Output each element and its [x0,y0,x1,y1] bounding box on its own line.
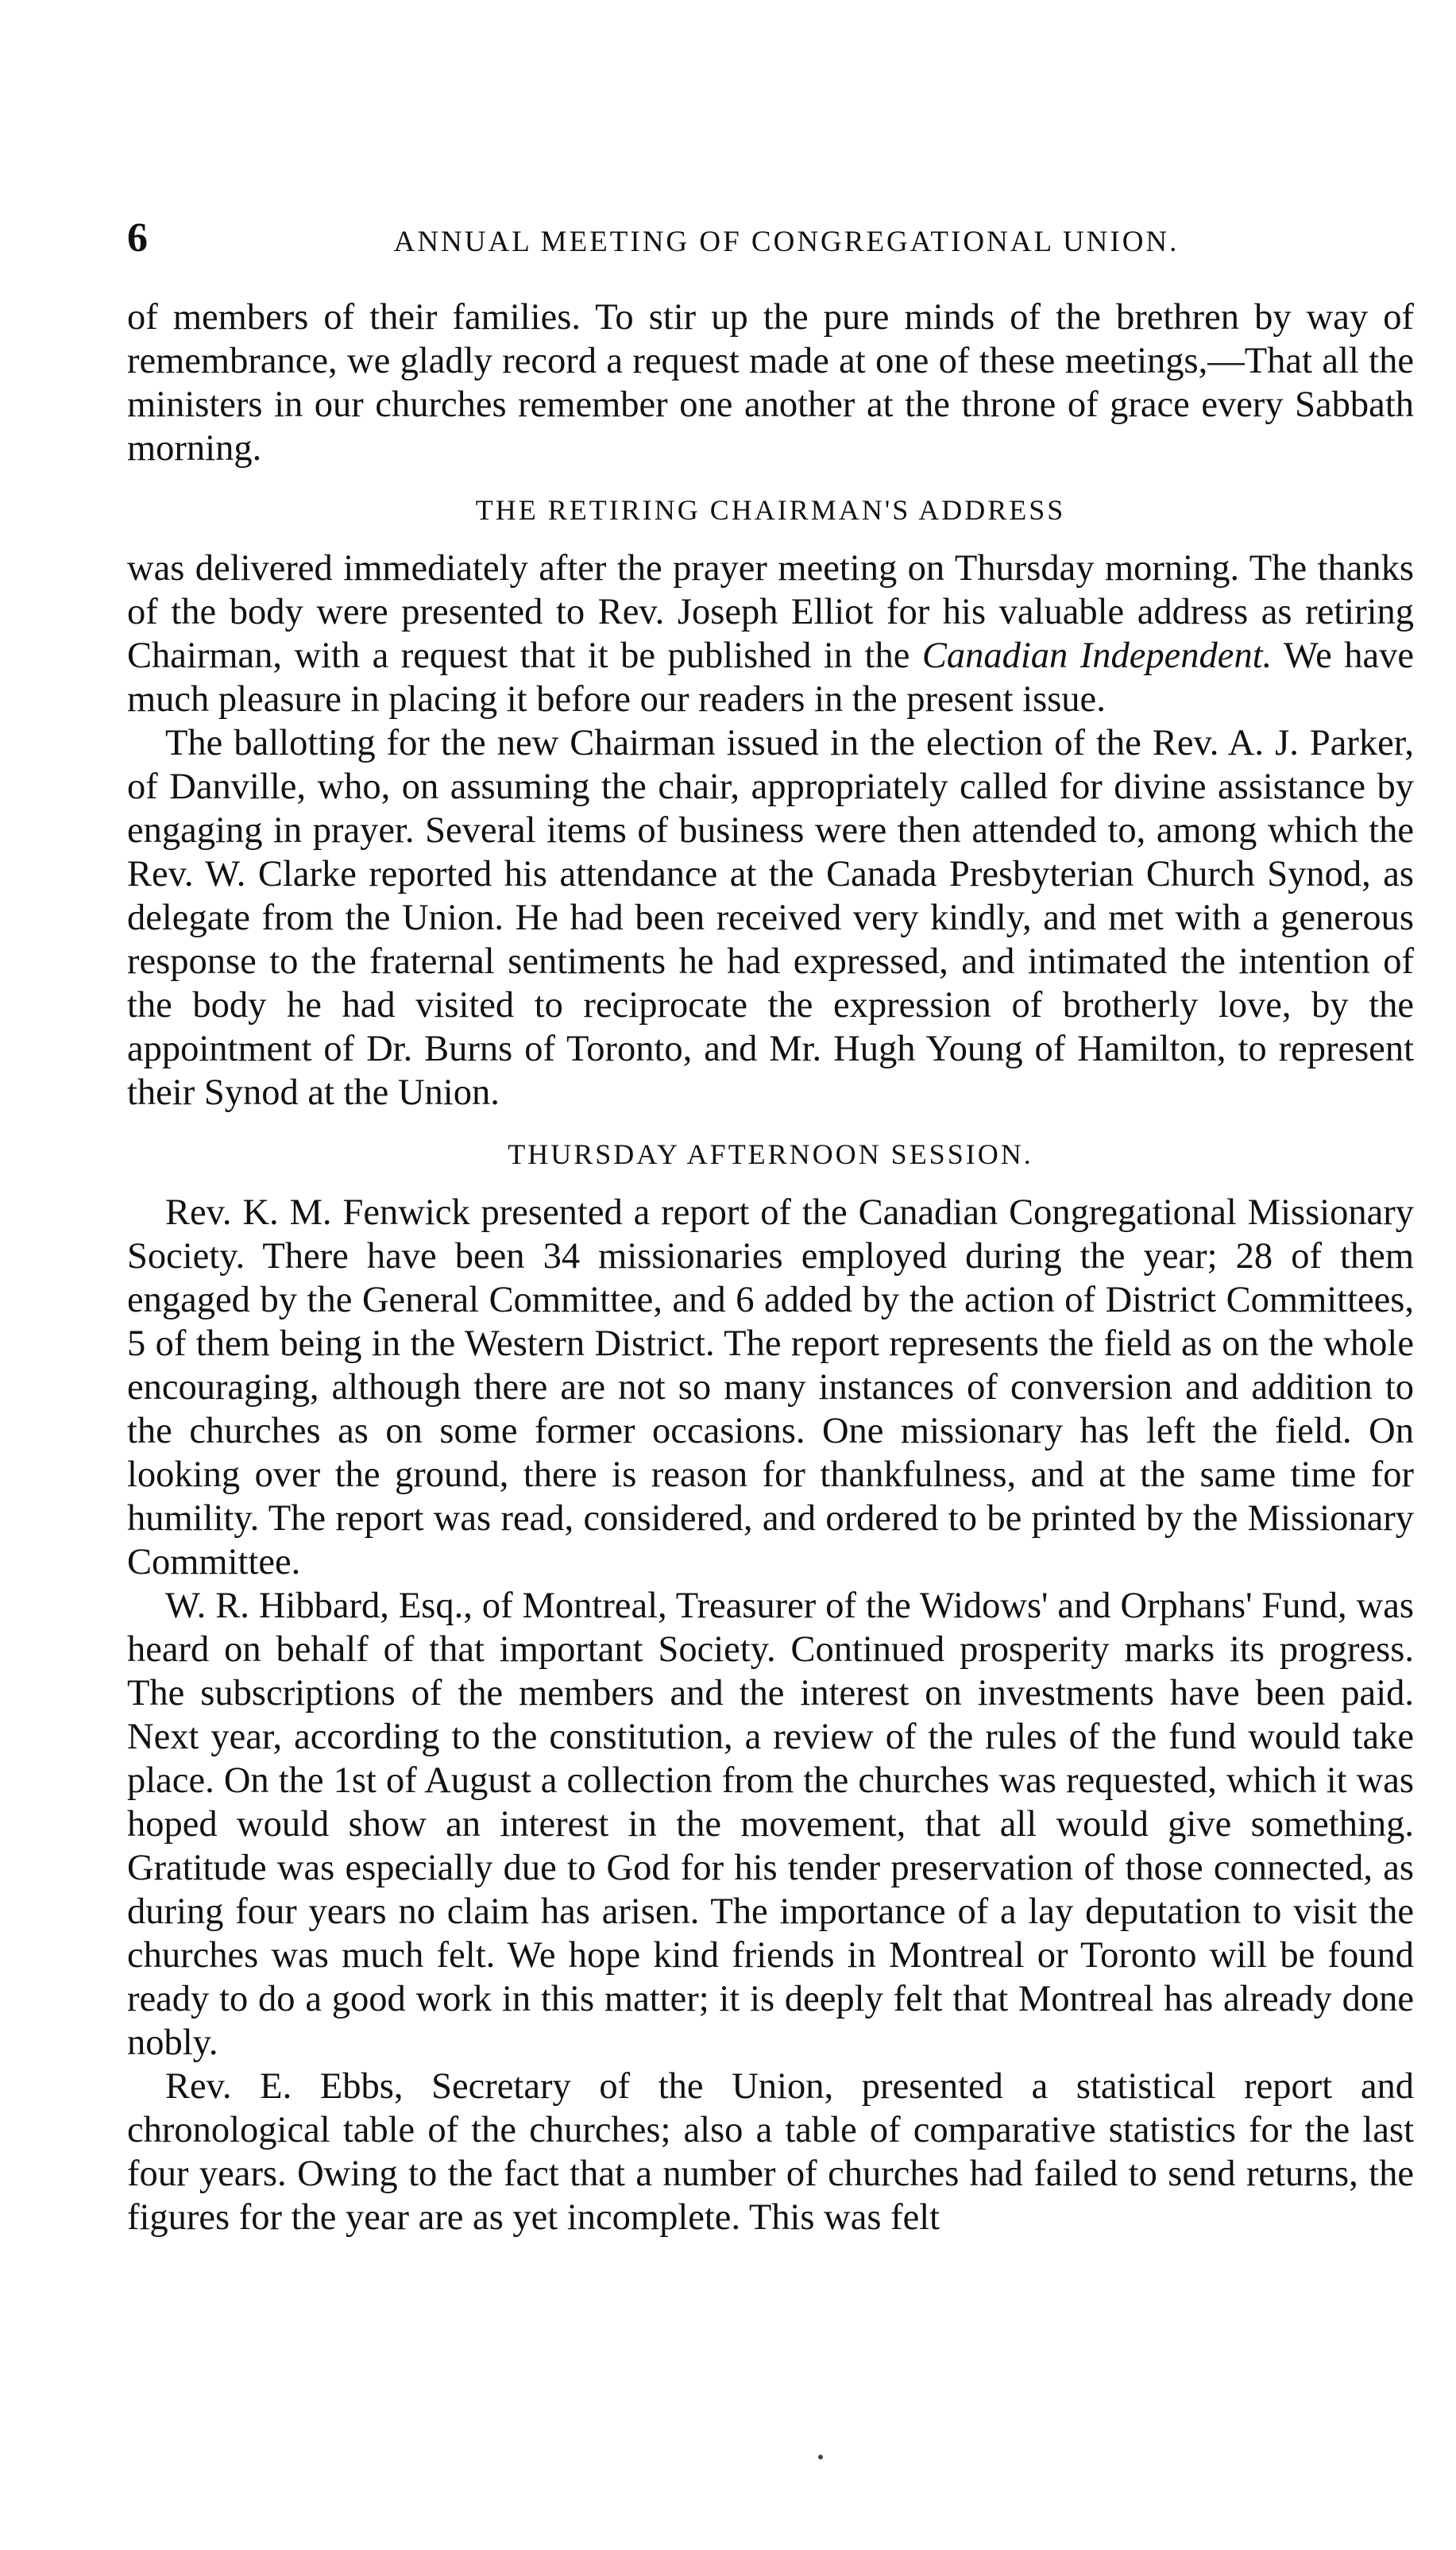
section-heading-retiring-chairman: THE RETIRING CHAIRMAN'S ADDRESS [475,494,1066,526]
paragraph-widows-fund: W. R. Hibbard, Esq., of Montreal, Treasurer of the Widows' and Orphans' Fund, was heard on behalf of that important Society. Continued prosperity marks its progress. The subscriptions of the members and the interest on investments have been paid. Next year, according to the constitution, a review of the rules of the fund would take place. On the 1st of August a collection from the churches was requested, which it was hoped would show an interest in the movement, that all would give something. Gratitude was especially due to God for his tender preservation of those connected, as during four years no claim has arisen. The importance of a lay deputation to visit the churches was much felt. We hope kind friends in Montreal or Toronto will be found ready to do a good work in this matter; it is deeply felt that Montreal has already done nobly. [127,1586,1414,2063]
stray-ink-mark [818,2455,823,2459]
page-number: 6 [127,215,148,261]
running-header [127,214,1414,270]
publication-title: Canadian Independent. [921,636,1273,676]
paragraph-continuation: of members of their families. To stir up the pure minds of the brethren by way of remembrance, we gladly record a request made at one of these meetings,—That all the ministers in our churches remember one another at the throne of grace every Sabbath morning. [127,297,1414,469]
paragraph-statistical-report: Rev. E. Ebbs, Secretary of the Union, presented a statistical report and chronological table of the churches; also a table of comparative statistics for the last four years. Owing to the fact that a number of churches had failed to send returns, the figures for the year are as yet incomplete. This was felt [127,2066,1414,2238]
body-text [127,296,1414,2239]
section-heading-afternoon-session: THURSDAY AFTERNOON SESSION. [508,1138,1033,1170]
paragraph-retiring-chairman [127,547,1414,721]
running-title: ANNUAL MEETING OF CONGREGATIONAL UNION. [393,226,1180,258]
paragraph-missionary-report: Rev. K. M. Fenwick presented a report of the Canadian Congregational Missionary Society. There have been 34 missionaries employed during the year; 28 of them engaged by the General Committee, and 6 added by the action of District Committees, 5 of them being in the Western District. The report represents the field as on the whole encouraging, although there are not so many instances of conversion and addition to the churches as on some former occasions. One missionary has left the field. On looking over the ground, there is reason for thankfulness, and at the same time for humility. The report was read, considered, and ordered to be printed by the Missionary Committee. [127,1192,1414,1582]
paragraph-text: We have much pleasure in placing it before our readers in the present issue. [127,636,1414,720]
paragraph-text: was delivered immediately after the prayer meeting on Thursday morning. The thanks of the body were presented to Rev. Joseph Elliot for his valuable address as retiring Chairman, with a request that it be published in the [127,548,1414,676]
paragraph-new-chairman: The ballotting for the new Chairman issued in the election of the Rev. A. J. Parker, of Danville, who, on assuming the chair, appropriately called for divine assistance by engaging in prayer. Several items of business were then attended to, among which the Rev. W. Clarke reported his attendance at the Canada Presbyterian Church Synod, as delegate from the Union. He had been received very kindly, and met with a generous response to the fraternal sentiments he had expressed, and intimated the intention of the body he had visited to reciprocate the expression of brotherly love, by the appointment of Dr. Burns of Toronto, and Mr. Hugh Young of Hamilton, to represent their Synod at the Union. [127,723,1414,1113]
document-page [127,214,1414,2239]
